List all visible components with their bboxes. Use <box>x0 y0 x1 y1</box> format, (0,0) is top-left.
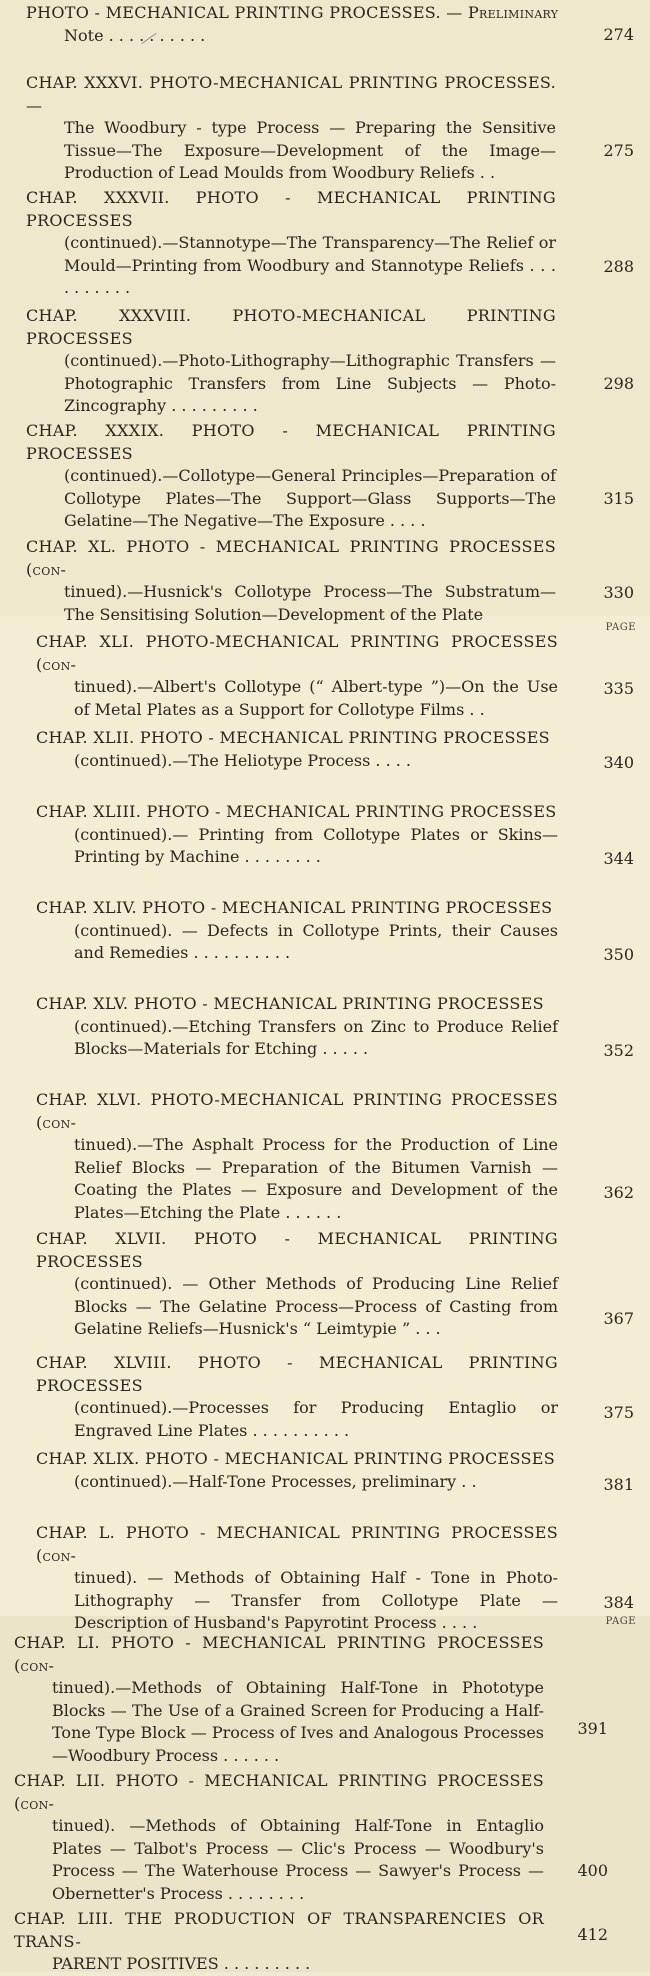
entry-heading: CHAP. XL. PHOTO - MECHANICAL PRINTING PROCESSES (con- <box>26 537 556 579</box>
toc-entry <box>36 897 558 965</box>
entry-heading: CHAP. XLVII. PHOTO - MECHANICAL PRINTING PROCESSES <box>36 1229 558 1271</box>
entry-description: PARENT POSITIVES . . . . . . . . . <box>52 1954 311 1973</box>
toc-entry <box>14 1908 544 1976</box>
entry-heading: CHAP. XLV. PHOTO - MECHANICAL PRINTING PROCESSES <box>36 994 544 1013</box>
entry-description: tinued).—The Asphalt Process for the Production of Line Relief Blocks — Preparation of the Bitumen Varnish — Coating the Plates — Exposure and Development of the Plates—Etching the Plate . . . . . . <box>74 1135 558 1222</box>
page-number: 340 <box>603 753 634 772</box>
entry-heading: CHAP. LIII. THE PRODUCTION OF TRANSPARENCIES OR TRANS- <box>14 1909 544 1951</box>
page-number: 274 <box>603 25 634 44</box>
page-number: 315 <box>603 489 634 508</box>
entry-description: (continued).—Photo-Lithography—Lithographic Transfers — Photographic Transfers from Line Subjects — Photo-Zincography . . . . . . . . . <box>64 351 556 415</box>
toc-entry <box>36 1448 558 1493</box>
entry-heading: CHAP. XLIV. PHOTO - MECHANICAL PRINTING PROCESSES <box>36 898 553 917</box>
entry-heading: CHAP. XLIII. PHOTO - MECHANICAL PRINTING PROCESSES <box>36 802 557 821</box>
toc-entry <box>26 2 566 47</box>
page-number: 344 <box>603 849 634 868</box>
page-number: 381 <box>603 1475 634 1494</box>
entry-description: tinued).—Husnick's Collotype Process—The Substratum—The Sensitising Solution—Development of the Plate <box>64 582 556 624</box>
page-number: 288 <box>603 257 634 276</box>
entry-description: The Woodbury - type Process — Preparing the Sensitive Tissue—The Exposure—Development of the Image—Production of Lead Moulds from Woodbury Reliefs . . <box>64 118 556 182</box>
entry-description: (continued).—Stannotype—The Transparency—The Relief or Mould—Printing from Woodbury and Stannotype Reliefs . . . . . . . . . . <box>64 233 556 297</box>
toc-entry <box>36 801 558 869</box>
page-number: 391 <box>577 1719 608 1738</box>
toc-entry <box>14 1632 544 1767</box>
page-number: 362 <box>603 1183 634 1202</box>
page-number: 350 <box>603 945 634 964</box>
toc-entry <box>26 305 556 418</box>
entry-description: (continued). — Other Methods of Producing Line Relief Blocks — The Gelatine Process—Process of Casting from Gelatine Reliefs—Husnick's “ Leimtypie ” . . . <box>74 1274 558 1338</box>
entry-description: Note . . . . . . . . . . <box>64 25 206 45</box>
entry-description: (continued).—The Heliotype Process . . . . <box>74 750 412 770</box>
toc-entry <box>26 72 556 185</box>
entry-description: (continued).—Processes for Producing Entaglio or Engraved Line Plates . . . . . . . . . . <box>74 1398 558 1440</box>
entry-heading: CHAP. XXXVIII. PHOTO-MECHANICAL PRINTING PROCESSES <box>26 306 556 348</box>
entry-description: tinued). —Methods of Obtaining Half-Tone in Entaglio Plates — Talbot's Process — Clic's Process — Woodbury's Process — The Waterhouse Process — Sawyer's Process — Obernetter's Process . . . . . . . . <box>52 1816 544 1903</box>
page-column-label: PAGE <box>605 622 636 633</box>
page-number: 384 <box>603 1593 634 1612</box>
entry-description: (continued).—Etching Transfers on Zinc to Produce Relief Blocks—Materials for Etching . . . . . <box>74 1016 558 1058</box>
entry-heading: CHAP. XXXIX. PHOTO - MECHANICAL PRINTING PROCESSES <box>26 421 556 463</box>
entry-heading: PHOTO - MECHANICAL PRINTING PROCESSES. — Preliminary <box>26 3 559 22</box>
toc-entry <box>36 727 558 772</box>
entry-heading: CHAP. LI. PHOTO - MECHANICAL PRINTING PROCESSES (con- <box>14 1633 544 1675</box>
page-number: 275 <box>603 141 634 160</box>
entry-heading: CHAP. XLIX. PHOTO - MECHANICAL PRINTING PROCESSES <box>36 1449 556 1468</box>
entry-heading: CHAP. XLVI. PHOTO-MECHANICAL PRINTING PROCESSES (con- <box>36 1090 558 1132</box>
page-number: 412 <box>577 1925 608 1944</box>
toc-entry <box>36 1522 558 1635</box>
entry-description: tinued).—Albert's Collotype (“ Albert-type ”)—On the Use of Metal Plates as a Support for Collotype Films . . <box>74 677 558 719</box>
entry-description: (continued). — Defects in Collotype Prints, their Causes and Remedies . . . . . . . . . . <box>74 920 558 962</box>
entry-description: tinued).—Methods of Obtaining Half-Tone in Phototype Blocks — The Use of a Grained Screen for Producing a Half-Tone Type Block — Process of Ives and Analogous Processes—Woodbury Process . . . . . . <box>52 1678 544 1765</box>
entry-description: tinued). — Methods of Obtaining Half - Tone in Photo-Lithography — Transfer from Collotype Plate — Description of Husband's Papyrotint Process . . . . <box>74 1568 558 1632</box>
entry-heading: CHAP. XXXVI. PHOTO-MECHANICAL PRINTING PROCESSES.— <box>26 73 556 115</box>
entry-heading: CHAP. XLI. PHOTO-MECHANICAL PRINTING PROCESSES (con- <box>36 632 558 674</box>
page-number: 367 <box>603 1309 634 1328</box>
toc-entry <box>14 1770 544 1905</box>
entry-heading: CHAP. LII. PHOTO - MECHANICAL PRINTING PROCESSES (con- <box>14 1771 544 1813</box>
page-number: 298 <box>603 374 634 393</box>
toc-entry <box>36 1352 558 1442</box>
page-column-label: PAGE <box>605 1616 636 1627</box>
toc-entry <box>36 631 558 721</box>
page-number: 375 <box>603 1403 634 1422</box>
entry-heading: CHAP. XLII. PHOTO - MECHANICAL PRINTING PROCESSES <box>36 728 550 747</box>
entry-heading: CHAP. XLVIII. PHOTO - MECHANICAL PRINTING PROCESSES <box>36 1353 558 1395</box>
toc-entry <box>26 420 556 533</box>
toc-entry <box>36 993 558 1061</box>
toc-entry <box>26 187 556 300</box>
toc-entry <box>36 1089 558 1224</box>
page-number: 352 <box>603 1041 634 1060</box>
page-number: 400 <box>577 1861 608 1880</box>
entry-heading: CHAP. L. PHOTO - MECHANICAL PRINTING PROCESSES (con- <box>36 1523 558 1565</box>
toc-entry <box>26 536 556 626</box>
page-number: 330 <box>603 583 634 602</box>
entry-description: (continued).—Half-Tone Processes, preliminary . . <box>74 1471 477 1491</box>
entry-description: (continued).— Printing from Collotype Plates or Skins—Printing by Machine . . . . . . . . <box>74 824 558 866</box>
entry-heading: CHAP. XXXVII. PHOTO - MECHANICAL PRINTING PROCESSES <box>26 188 556 230</box>
toc-entry <box>36 1228 558 1341</box>
entry-description: (continued).—Collotype—General Principles—Preparation of Collotype Plates—The Support—Glass Supports—The Gelatine—The Negative—The Exposure . . . . <box>64 466 556 530</box>
page-number: 335 <box>603 679 634 698</box>
